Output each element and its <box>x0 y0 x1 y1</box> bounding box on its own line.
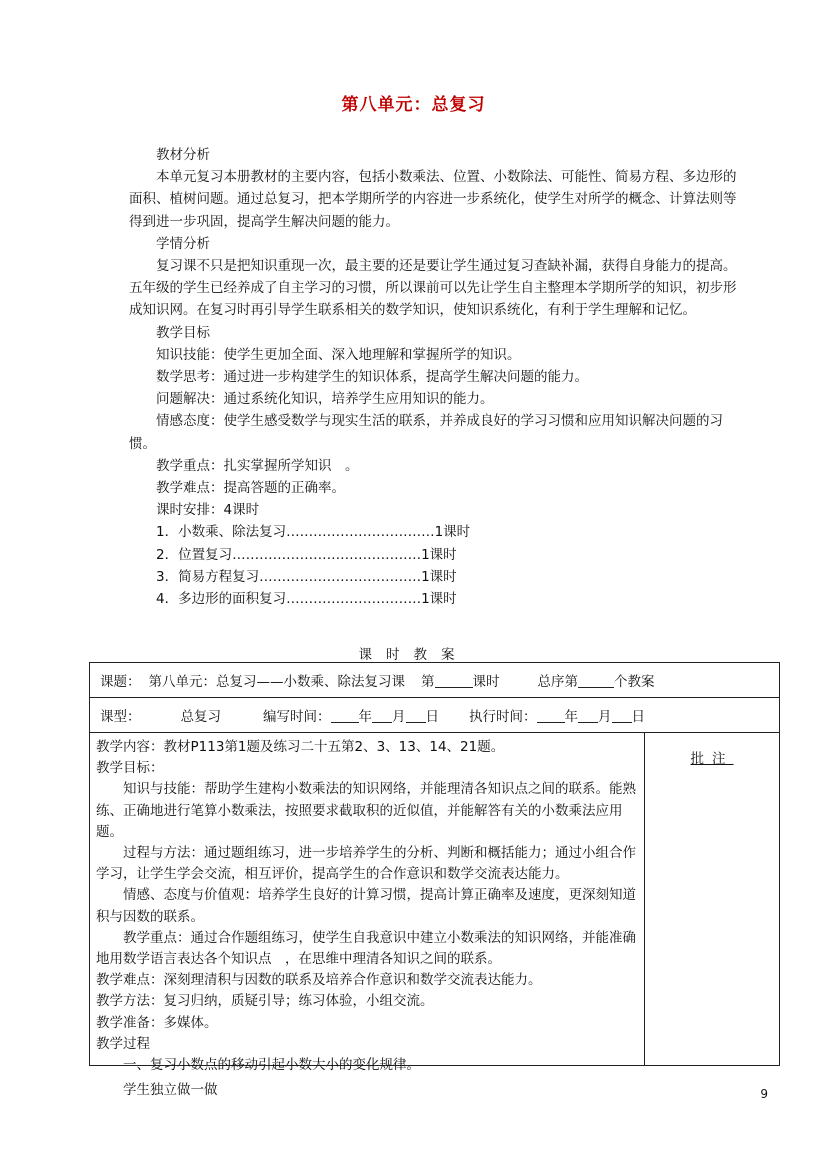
year-label: 年 <box>564 709 578 725</box>
topic-row <box>90 663 779 698</box>
topic-value: 第八单元：总复习——小数乘、除法复习课 <box>148 674 405 690</box>
day-label: 日 <box>631 709 645 725</box>
lesson-method: 教学方法：复习归纳，质疑引导；练习体验，小组交流。 <box>96 993 434 1010</box>
compile-day-blank <box>406 708 426 723</box>
lesson-plan-heading: 课时教案 <box>358 647 469 663</box>
student-text: 复习课不只是把知识重现一次，最主要的还是要让学生通过复习查缺补漏，获得自身能力的提高。五年级的学生已经养成了自主学习的习惯，所以课前可以先让学生自主整理本学期所学的知识，初步形成知识网。在复习时再引导学生联系相关的数学知识，使知识系统化，有利于学生理解和记忆。 <box>129 258 737 319</box>
lesson-content: 教学内容：教材P113第1题及练习二十五第2、3、13、14、21题。 <box>96 739 505 755</box>
content-row <box>90 733 779 1099</box>
lesson-goal-knowledge: 知识与技能：帮助学生建构小数乘法的知识网络，并能理清各知识点之间的联系。能熟练、正确地进行笔算小数乘法，按照要求截取积的近似值，并能解答有关的小数乘法应用题。 <box>96 781 636 840</box>
student-heading: 学情分析 <box>156 235 210 252</box>
lesson-key-point: 教学重点：通过合作题组练习，使学生自我意识中建立小数乘法的知识网络，并能准确地用数学语言表达各个知识点 ，在思维中理清各知识之间的联系。 <box>96 929 636 968</box>
schedule-item: 2．位置复习……………………………………1课时 <box>156 546 457 563</box>
exec-day-blank <box>612 708 632 723</box>
type-value: 总复习 <box>180 709 221 725</box>
lesson-goals-label: 教学目标： <box>96 760 164 777</box>
lesson-process-label: 教学过程 <box>96 1035 150 1052</box>
schedule-label: 课时安排：4课时 <box>156 502 260 519</box>
lesson-goal-process: 过程与方法：通过题组练习，进一步培养学生的分析、判断和概括能力；通过小组合作学习，让学生学会交流，相互评价，提高学生的合作意识和数学交流表达能力。 <box>96 845 636 883</box>
exec-month-blank <box>578 708 598 723</box>
topic-label: 课题： <box>100 674 141 690</box>
compile-label: 编写时间： <box>263 709 331 725</box>
lesson-prep: 教学准备：多媒体。 <box>96 1014 218 1031</box>
difficulty: 教学难点：提高答题的正确率。 <box>156 480 345 497</box>
topic-ge: 个教案 <box>614 674 655 690</box>
lesson-goal-attitude: 情感、态度与价值观：培养学生良好的计算习惯，提高计算正确率及速度，更深刻知道积与因数的联系。 <box>96 887 636 925</box>
schedule-item: 1．小数乘、除法复习……………………………1课时 <box>156 524 471 541</box>
goal-attitude: 情感态度：使学生感受数学与现实生活的联系，并养成良好的学习习惯和应用知识解决问题的习惯。 <box>129 413 723 452</box>
annotation-label: 批注 <box>690 751 734 767</box>
total-number-blank <box>578 673 614 688</box>
month-label: 月 <box>392 709 406 725</box>
type-label: 课型： <box>100 709 141 725</box>
key-point: 教学重点：扎实掌握所学知识 。 <box>156 457 359 474</box>
analysis-heading: 教材分析 <box>156 147 210 163</box>
annotation-cell <box>645 733 779 1065</box>
exec-label: 执行时间： <box>469 709 537 725</box>
compile-year-blank <box>331 708 359 723</box>
compile-month-blank <box>372 708 392 723</box>
topic-di: 第 <box>421 674 435 690</box>
goal-problem: 问题解决：通过系统化知识，培养学生应用知识的能力。 <box>156 391 494 408</box>
schedule-item: 4．多边形的面积复习…………………………1课时 <box>156 591 457 608</box>
exec-year-blank <box>537 708 565 723</box>
lesson-step-1: 一、复习小数点的移动引起小数大小的变化规律。 <box>123 1057 420 1074</box>
analysis-text: 本单元复习本册教材的主要内容，包括小数乘法、位置、小数除法、可能性、简易方程、多边形的面积、植树问题。通过总复习，把本学期所学的内容进一步系统化，使学生对所学的概念、计算法则等得到进一步巩固，提高学生解决问题的能力。 <box>129 169 737 230</box>
lesson-number-blank <box>435 673 473 688</box>
month-label: 月 <box>598 709 612 725</box>
schedule-item: 3．简易方程复习………………………………1课时 <box>156 568 457 585</box>
page-number: 9 <box>760 1087 768 1101</box>
day-label: 日 <box>425 709 439 725</box>
lesson-difficulty: 教学难点：深刻理清积与因数的联系及培养合作意识和数学交流表达能力。 <box>96 972 542 989</box>
page-title: 第八单元：总复习 <box>341 95 486 115</box>
goals-heading: 教学目标 <box>156 324 210 341</box>
topic-keshi: 课时 <box>472 674 500 690</box>
lesson-plan-table <box>89 662 780 1099</box>
lesson-step-1-sub: 学生独立做一做 <box>123 1082 218 1099</box>
goal-thinking: 数学思考：通过进一步构建学生的知识体系，提高学生解决问题的能力。 <box>156 369 588 386</box>
type-row <box>90 698 779 733</box>
goal-knowledge: 知识技能：使学生更加全面、深入地理解和掌握所学的知识。 <box>156 346 521 363</box>
lesson-content-cell <box>90 733 645 1099</box>
unit-overview <box>129 144 741 610</box>
year-label: 年 <box>358 709 372 725</box>
topic-zongxu: 总序第 <box>537 674 578 690</box>
